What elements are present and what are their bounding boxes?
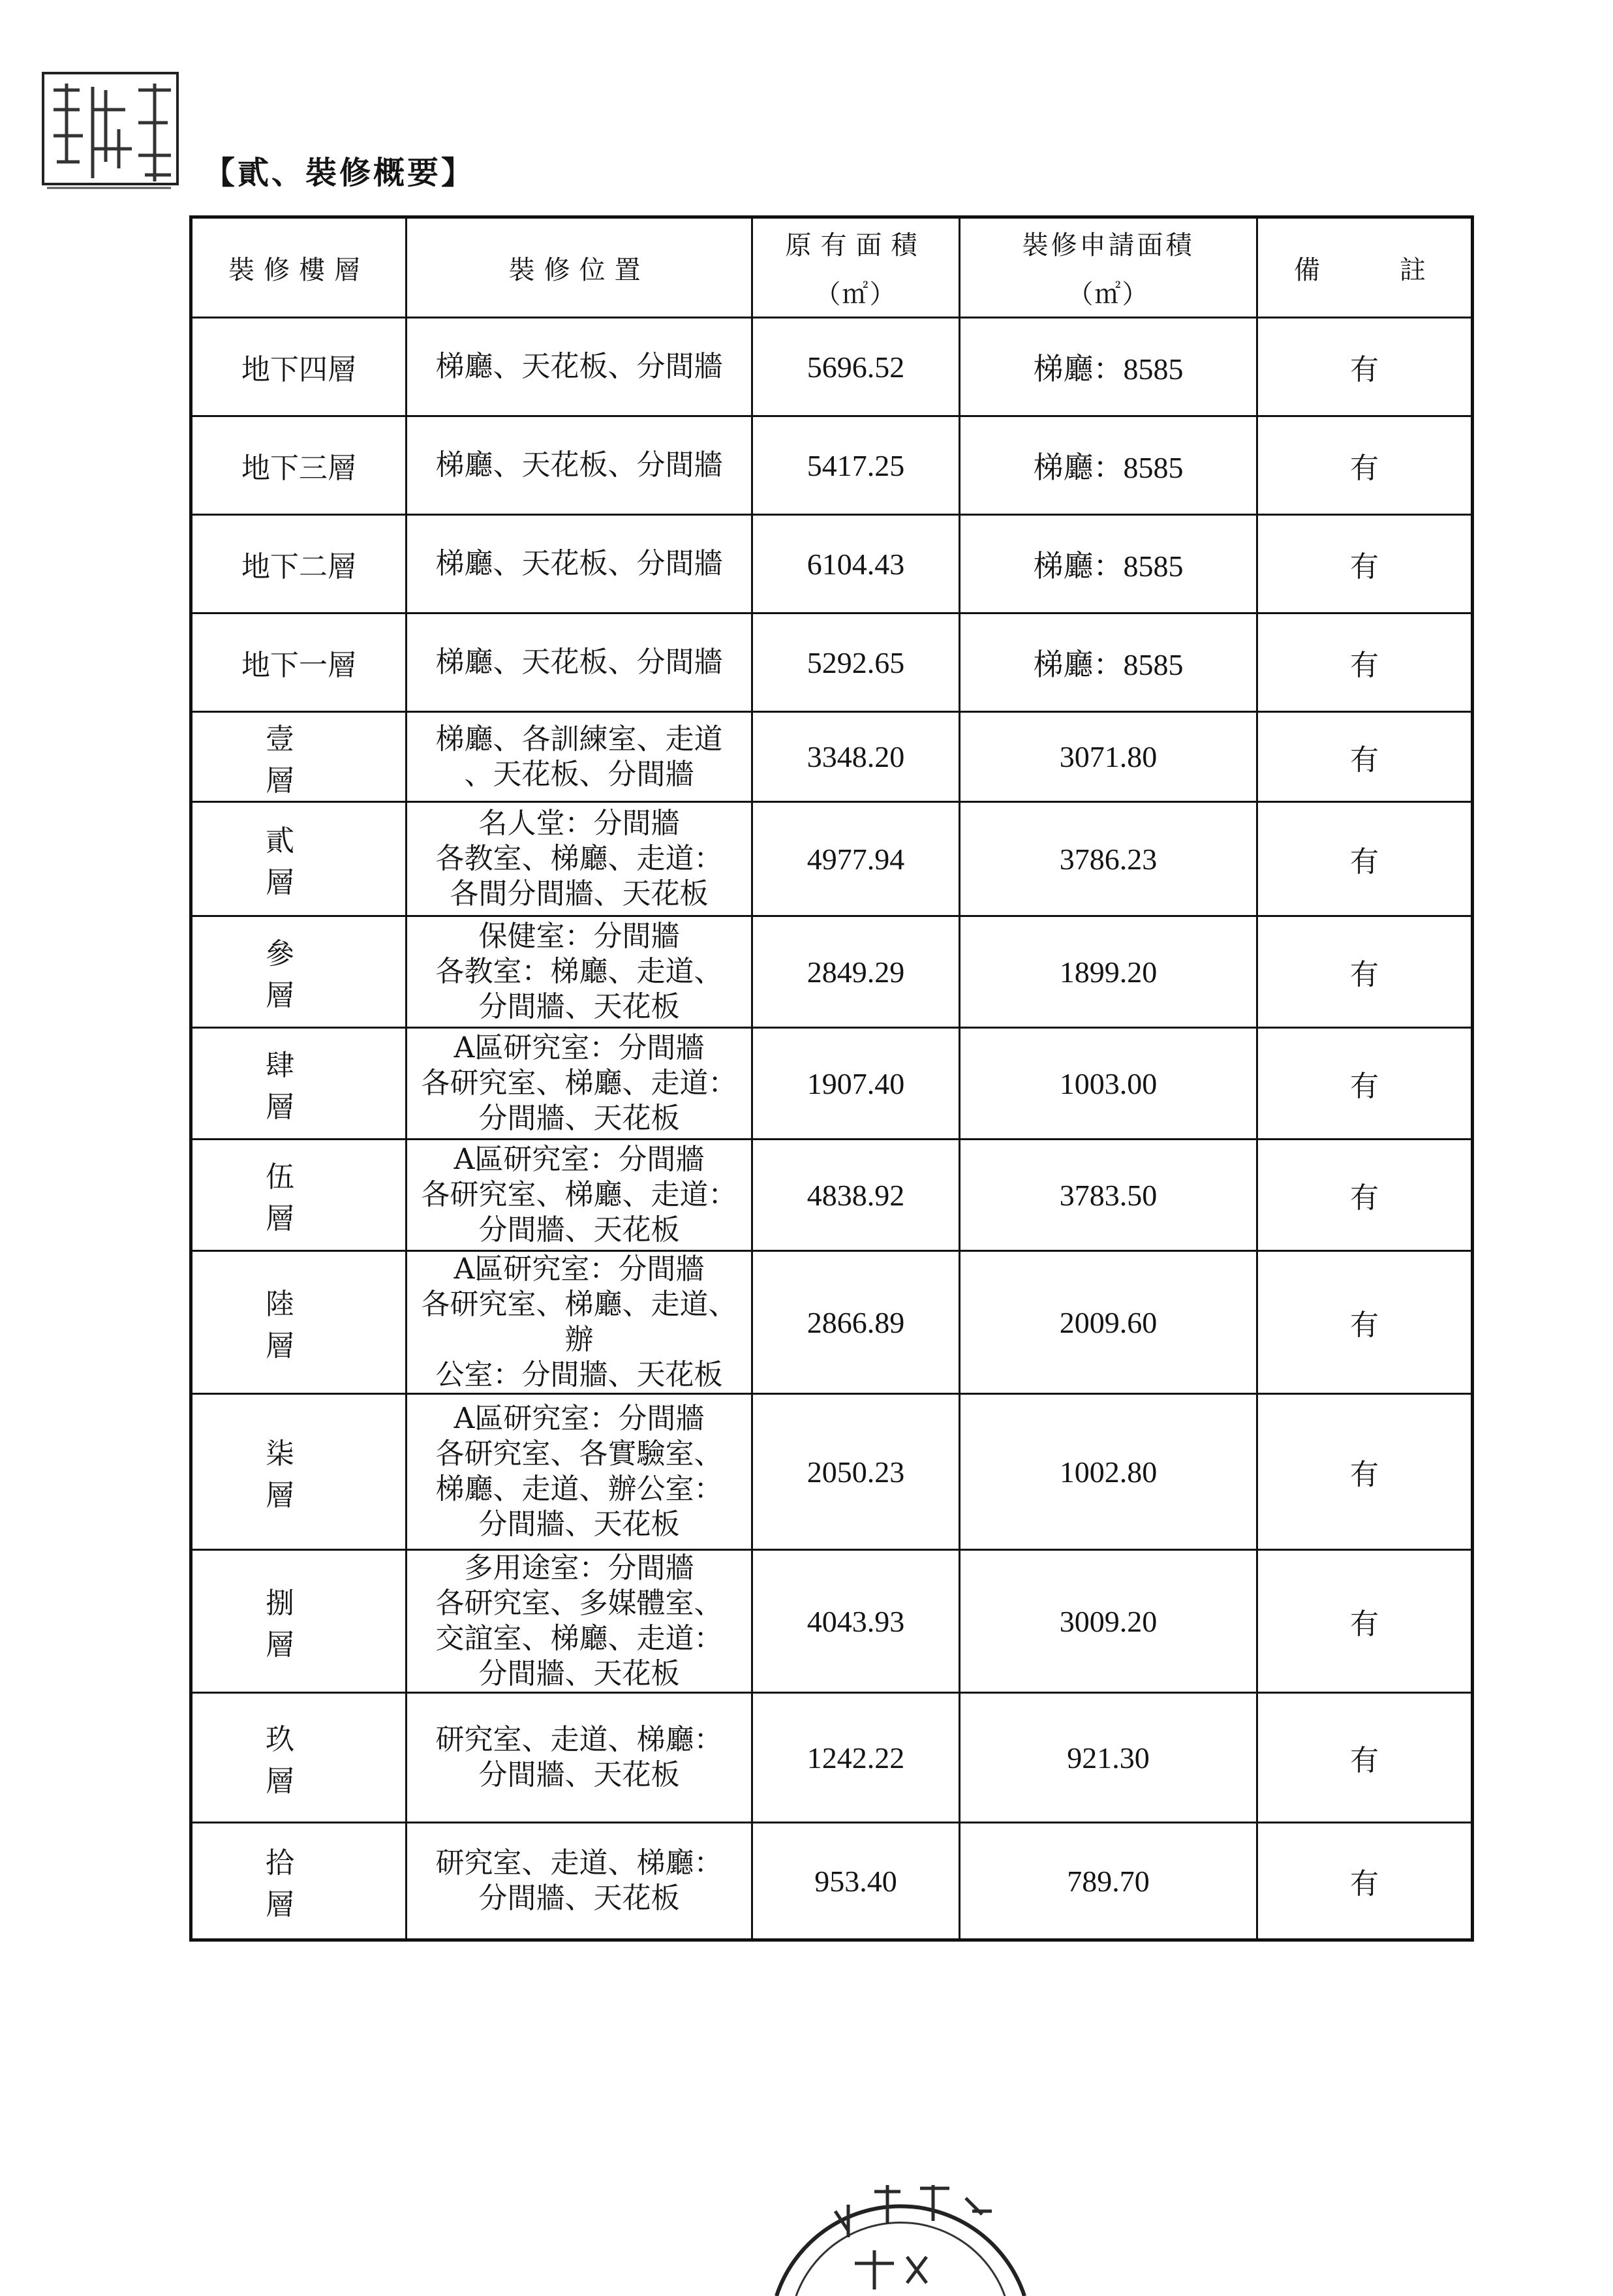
floor-cell: 陸層 [191, 1251, 407, 1394]
original-area-cell: 953.40 [752, 1823, 960, 1940]
floor-cell: 地下一層 [191, 613, 407, 712]
applied-area-cell: 1002.80 [960, 1394, 1257, 1550]
location-line: 梯廳、走道、辦公室： [435, 1472, 723, 1506]
original-area-cell: 2866.89 [752, 1251, 960, 1394]
original-area-cell: 6104.43 [752, 515, 960, 613]
location-line: 分間牆、天花板 [478, 990, 680, 1023]
header-original-area-unit: （㎡） [814, 279, 897, 309]
original-area-cell: 5417.25 [752, 416, 960, 515]
original-area-cell: 4043.93 [752, 1550, 960, 1693]
table-row [191, 1550, 1473, 1693]
location-line: 研究室、走道、梯廳： [435, 1846, 723, 1880]
header-original-area [752, 217, 960, 318]
table-row [191, 712, 1473, 802]
location-line: 公室：分間牆、天花板 [435, 1358, 723, 1391]
table-row [191, 1251, 1473, 1394]
renovation-summary-table-wrapper [189, 215, 1471, 1942]
original-area-cell: 5292.65 [752, 613, 960, 712]
table-row [191, 1394, 1473, 1550]
original-area-cell: 3348.20 [752, 712, 960, 802]
location-line: 分間牆、天花板 [478, 1758, 680, 1792]
location-cell [407, 318, 752, 416]
location-line: 分間牆、天花板 [478, 1882, 680, 1915]
location-cell [407, 916, 752, 1028]
table-row [191, 1028, 1473, 1140]
applied-area-cell: 梯廳：8585 [960, 613, 1257, 712]
remark-cell: 有 [1257, 1140, 1473, 1251]
applied-area-cell: 3783.50 [960, 1140, 1257, 1251]
original-area-cell: 1242.22 [752, 1693, 960, 1823]
seal-stamp-bottom [757, 2165, 1044, 2296]
location-cell [407, 1394, 752, 1550]
remark-cell: 有 [1257, 416, 1473, 515]
remark-cell: 有 [1257, 1693, 1473, 1823]
renovation-summary-table [189, 215, 1474, 1942]
location-line: A區研究室：分間牆 [453, 1143, 705, 1176]
location-line: 各研究室、梯廳、走道、辦 [421, 1288, 737, 1356]
applied-area-cell: 梯廳：8585 [960, 416, 1257, 515]
applied-area-cell: 3009.20 [960, 1550, 1257, 1693]
location-cell [407, 712, 752, 802]
remark-cell: 有 [1257, 1823, 1473, 1940]
applied-area-cell: 789.70 [960, 1823, 1257, 1940]
floor-cell: 貳層 [191, 802, 407, 916]
location-line: 各研究室、各實驗室、 [435, 1437, 723, 1470]
remark-cell: 有 [1257, 916, 1473, 1028]
location-line: 分間牆、天花板 [478, 1508, 680, 1541]
applied-area-cell: 1003.00 [960, 1028, 1257, 1140]
location-line: 各研究室、多媒體室、 [435, 1587, 723, 1620]
table-row [191, 1823, 1473, 1940]
location-cell [407, 1693, 752, 1823]
remark-cell: 有 [1257, 515, 1473, 613]
location-line: 多用途室：分間牆 [464, 1551, 694, 1585]
table-row [191, 916, 1473, 1028]
remark-cell: 有 [1257, 1550, 1473, 1693]
floor-cell: 柒層 [191, 1394, 407, 1550]
location-cell [407, 515, 752, 613]
original-area-cell: 5696.52 [752, 318, 960, 416]
table-row [191, 515, 1473, 613]
applied-area-cell: 梯廳：8585 [960, 515, 1257, 613]
location-line: 梯廳、天花板、分間牆 [435, 645, 723, 679]
header-applied-area-label: 裝修申請面積 [1022, 230, 1195, 260]
location-line: 梯廳、天花板、分間牆 [435, 448, 723, 482]
table-row [191, 802, 1473, 916]
location-cell [407, 1550, 752, 1693]
location-line: 保健室：分間牆 [478, 920, 680, 953]
original-area-cell: 4977.94 [752, 802, 960, 916]
original-area-cell: 4838.92 [752, 1140, 960, 1251]
location-line: 各教室：梯廳、走道、 [435, 955, 723, 988]
location-line: A區研究室：分間牆 [453, 1402, 705, 1435]
original-area-cell: 1907.40 [752, 1028, 960, 1140]
location-line: 分間牆、天花板 [478, 1657, 680, 1690]
applied-area-cell: 3071.80 [960, 712, 1257, 802]
floor-cell: 拾層 [191, 1823, 407, 1940]
original-area-cell: 2050.23 [752, 1394, 960, 1550]
location-cell [407, 1823, 752, 1940]
remark-cell: 有 [1257, 802, 1473, 916]
remark-cell: 有 [1257, 1394, 1473, 1550]
floor-cell: 捌層 [191, 1550, 407, 1693]
location-line: 各間分間牆、天花板 [450, 877, 709, 910]
section-heading: 【貳、裝修概要】 [204, 155, 476, 191]
table-body [191, 318, 1473, 1940]
location-line: 各研究室、梯廳、走道： [421, 1178, 737, 1211]
floor-cell: 地下三層 [191, 416, 407, 515]
location-cell [407, 802, 752, 916]
floor-cell: 地下四層 [191, 318, 407, 416]
location-cell [407, 1140, 752, 1251]
table-row [191, 613, 1473, 712]
location-cell [407, 416, 752, 515]
location-line: 分間牆、天花板 [478, 1213, 680, 1247]
location-line: 各研究室、梯廳、走道： [421, 1066, 737, 1100]
table-row [191, 1693, 1473, 1823]
original-area-cell: 2849.29 [752, 916, 960, 1028]
floor-cell: 地下二層 [191, 515, 407, 613]
applied-area-cell: 1899.20 [960, 916, 1257, 1028]
location-cell [407, 1028, 752, 1140]
floor-cell: 壹層 [191, 712, 407, 802]
applied-area-cell: 2009.60 [960, 1251, 1257, 1394]
table-row [191, 416, 1473, 515]
header-applied-area-unit: （㎡） [1067, 279, 1150, 309]
table-row [191, 1140, 1473, 1251]
location-line: A區研究室：分間牆 [453, 1031, 705, 1064]
location-cell [407, 1251, 752, 1394]
location-line: 各教室、梯廳、走道： [435, 842, 723, 875]
remark-cell: 有 [1257, 712, 1473, 802]
floor-cell: 玖層 [191, 1693, 407, 1823]
floor-cell: 伍層 [191, 1140, 407, 1251]
header-floor: 裝修樓層 [191, 217, 407, 318]
remark-cell: 有 [1257, 1028, 1473, 1140]
location-line: 梯廳、各訓練室、走道 [435, 722, 723, 756]
floor-cell: 參層 [191, 916, 407, 1028]
location-line: 交誼室、梯廳、走道： [435, 1622, 723, 1655]
applied-area-cell: 3786.23 [960, 802, 1257, 916]
table-row [191, 318, 1473, 416]
table-header-row [191, 217, 1473, 318]
location-cell [407, 613, 752, 712]
location-line: 梯廳、天花板、分間牆 [435, 350, 723, 383]
seal-stamp-top-left [40, 70, 180, 192]
location-line: 、天花板、分間牆 [464, 757, 694, 791]
remark-cell: 有 [1257, 1251, 1473, 1394]
location-line: 名人堂：分間牆 [478, 807, 680, 840]
location-line: A區研究室：分間牆 [453, 1252, 705, 1286]
header-remarks: 備 註 [1257, 217, 1473, 318]
remark-cell: 有 [1257, 318, 1473, 416]
location-line: 梯廳、天花板、分間牆 [435, 547, 723, 580]
floor-cell: 肆層 [191, 1028, 407, 1140]
header-location: 裝修位置 [407, 217, 752, 318]
location-line: 研究室、走道、梯廳： [435, 1723, 723, 1756]
location-line: 分間牆、天花板 [478, 1102, 680, 1135]
applied-area-cell: 921.30 [960, 1693, 1257, 1823]
remark-cell: 有 [1257, 613, 1473, 712]
header-applied-area [960, 217, 1257, 318]
applied-area-cell: 梯廳：8585 [960, 318, 1257, 416]
header-original-area-label: 原有面積 [785, 230, 927, 260]
